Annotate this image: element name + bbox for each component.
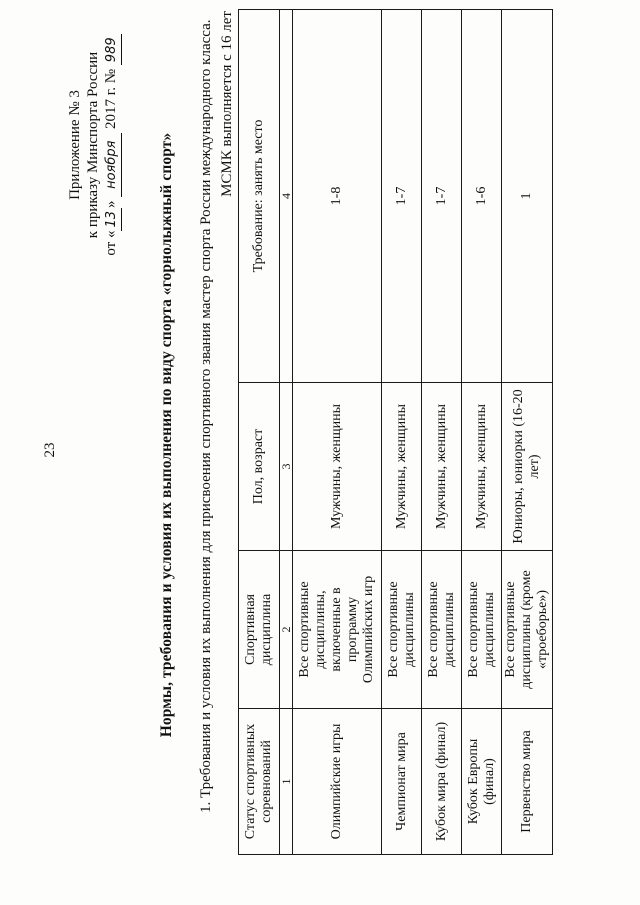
column-number: 3: [280, 383, 293, 551]
date-month: ноября: [103, 133, 122, 197]
header-discipline: Спортивная дисциплина: [239, 551, 280, 709]
appendix-title: Приложение № 3: [67, 90, 83, 200]
cell-place: 1-7: [382, 10, 422, 383]
table-row: [462, 10, 502, 855]
cell-place: 1-7: [422, 10, 462, 383]
cell-gender-age: Мужчины, женщины: [422, 383, 462, 551]
norms-table: [238, 9, 553, 855]
cell-discipline: Все спортивные дисциплины (кроме «троеборье»): [502, 551, 553, 709]
order-number: 989: [103, 34, 122, 65]
intro-paragraph: 1. Требования и условия их выполнения для присвоения спортивного звания мастер спорта России международного класса.: [198, 19, 214, 813]
appendix-order-ref: к приказу Минспорта России: [85, 51, 101, 239]
cell-status: Кубок мира (финал): [422, 709, 462, 855]
column-number: 1: [280, 709, 293, 855]
column-number-row: [280, 10, 293, 855]
column-number: 4: [280, 10, 293, 383]
document-title: Нормы, требования и условия их выполнения по виду спорта «горнолыжный спорт»: [158, 132, 175, 738]
cell-status: Кубок Европы (финал): [462, 709, 502, 855]
cell-discipline: Все спортивные дисциплины, включенные в программу Олимпийских игр: [293, 551, 382, 709]
cell-status: Олимпийские игры: [293, 709, 382, 855]
date-day: 13: [103, 208, 122, 231]
cell-status: Чемпионат мира: [382, 709, 422, 855]
table-header-row: [239, 10, 280, 855]
page-number: 23: [42, 442, 58, 458]
cell-gender-age: Мужчины, женщины: [293, 383, 382, 551]
header-status: Статус спортивных соревнований: [239, 709, 280, 855]
cell-gender-age: Юниоры, юниорки (16-20 лет): [502, 383, 553, 551]
cell-place: 1-6: [462, 10, 502, 383]
table-row: [502, 10, 553, 855]
cell-place: 1: [502, 10, 553, 383]
cell-discipline: Все спортивные дисциплины: [422, 551, 462, 709]
table-row: [382, 10, 422, 855]
cell-discipline: Все спортивные дисциплины: [382, 551, 422, 709]
cell-gender-age: Мужчины, женщины: [462, 383, 502, 551]
header-gender-age: Пол, возраст: [239, 383, 280, 551]
cell-discipline: Все спортивные дисциплины: [462, 551, 502, 709]
table-row: [422, 10, 462, 855]
cell-gender-age: Мужчины, женщины: [382, 383, 422, 551]
date-separator: »: [103, 200, 119, 208]
column-number: 2: [280, 551, 293, 709]
appendix-date-line: [102, 5, 122, 285]
cell-status: Первенство мира: [502, 709, 553, 855]
appendix-header: [66, 5, 122, 285]
age-note: МСМК выполняется с 16 лет: [219, 11, 235, 197]
cell-place: 1-8: [293, 10, 382, 383]
table-row: [293, 10, 382, 855]
header-place: Требование: занять место: [239, 10, 280, 383]
date-year: 2017 г. №: [103, 68, 119, 129]
date-prefix: от «: [103, 230, 119, 256]
